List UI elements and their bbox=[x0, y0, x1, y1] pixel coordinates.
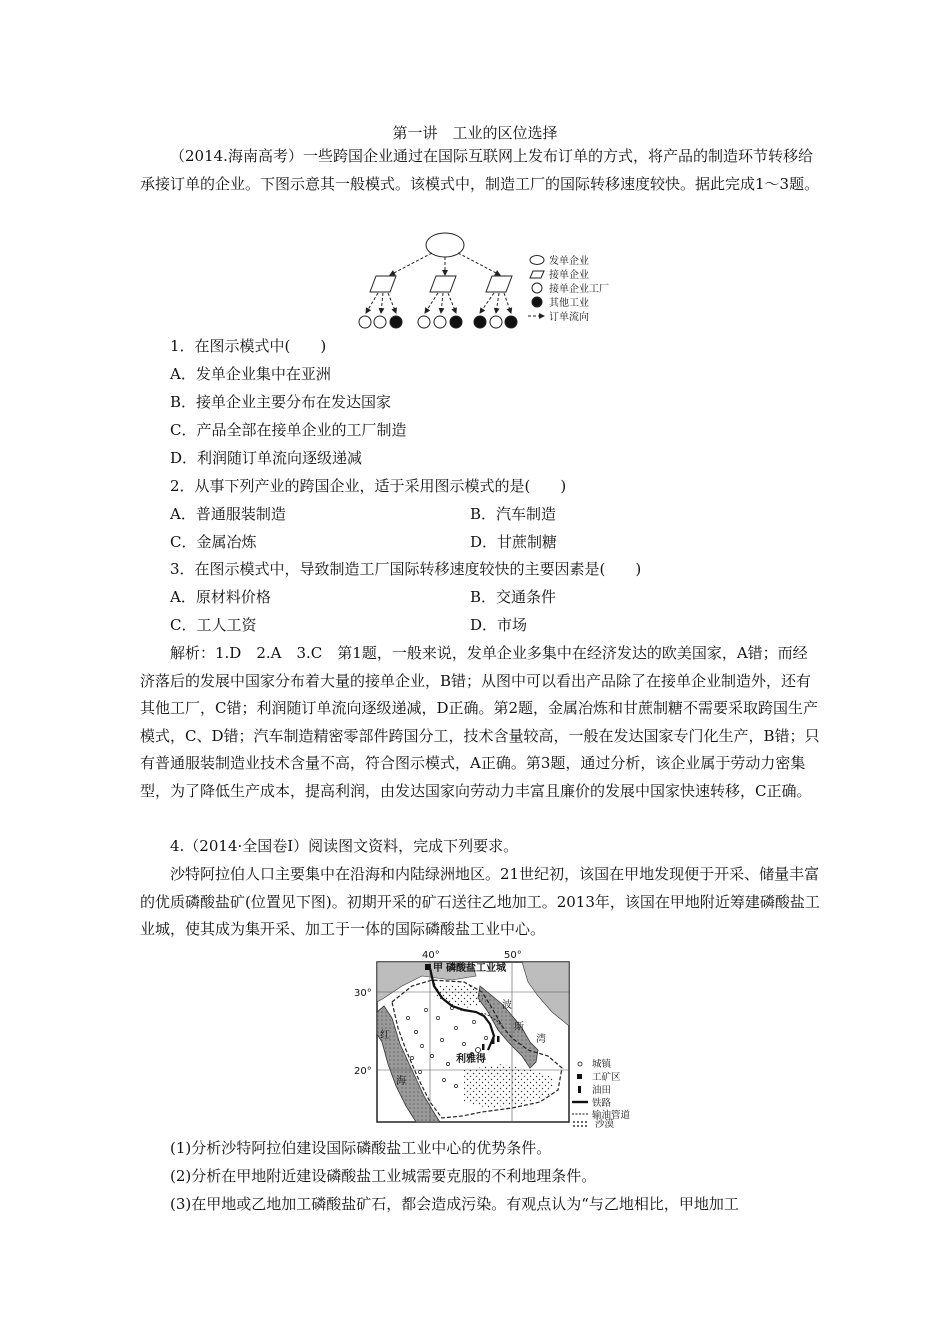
q2-stem: 2．从事下列产业的跨国企业，适于采用图示模式的是( ) bbox=[170, 477, 567, 495]
map-legend-town: 城镇 bbox=[592, 1059, 612, 1070]
q3-option-b: B．交通条件 bbox=[470, 588, 557, 606]
receiver-parallelogram bbox=[486, 276, 512, 292]
analysis-paragraph: 解析：1.D 2.A 3.C 第1题，一般来说，发单企业多集中在经济发达的欧美国家，A错；而经济落后的发展中国家分布着大量的接单企业，B错；从图中可以看出产品除了在接单企业制造外，还有其他工厂，C错；利润随订单流向逐级递减，D正确。第2题，金属冶炼和甘蔗制糖不需要采取跨国生产模式，C、D错；汽车制造精密零部件跨国分工，技术含量较高，一般在发达国家专门化生产，B错；只有普通服装制造业技术含量不高，符合图示模式，A正确。第3题，通过分析，该企业属于劳动力密集型，为了降低生产成本，提高利润，由发达国家向劳动力丰富且廉价的发展中国家快速转移，C正确。 bbox=[140, 644, 820, 800]
saudi-arabia-map bbox=[352, 946, 642, 1123]
legend-other: 其他工业 bbox=[549, 298, 589, 309]
factory-circle bbox=[490, 316, 502, 328]
legend-receiver: 接单企业 bbox=[549, 270, 589, 281]
map-legend-desert: 沙漠 bbox=[595, 1119, 615, 1130]
factory-circle bbox=[374, 316, 386, 328]
q2-option-c: C．金属冶炼 bbox=[170, 533, 257, 551]
q2-option-d: D．甘蔗制糖 bbox=[470, 533, 558, 551]
lon-50-label: 50° bbox=[504, 950, 522, 961]
legend-issuer: 发单企业 bbox=[549, 256, 589, 267]
lat-30-label: 30° bbox=[354, 988, 372, 999]
q1-stem: 1．在图示模式中( ) bbox=[170, 337, 327, 355]
sub-question-3: (3)在甲地或乙地加工磷酸盐矿石，都会造成污染。有观点认为“与乙地相比，甲地加工 bbox=[170, 1195, 739, 1213]
sub-question-1: (1)分析沙特阿拉伯建设国际磷酸盐工业中心的优势条件。 bbox=[170, 1139, 552, 1157]
jia-label: 甲 bbox=[433, 963, 443, 974]
other-industry-circle bbox=[474, 316, 486, 328]
desert-swatch bbox=[572, 1120, 588, 1129]
map-legend-desert-row bbox=[572, 1118, 614, 1132]
red-sea-label-1: 红 bbox=[380, 1030, 390, 1041]
lon-40-label: 40° bbox=[422, 950, 440, 961]
map-legend-oil: 油田 bbox=[592, 1085, 612, 1096]
q1-option-d: D．利润随订单流向逐级递减 bbox=[170, 449, 363, 467]
gulf-label-wan: 湾 bbox=[536, 1034, 546, 1045]
q1-option-a: A．发单企业集中在亚洲 bbox=[170, 365, 331, 383]
legend-flow: 订单流向 bbox=[549, 312, 589, 323]
other-industry-circle bbox=[450, 316, 462, 328]
receiver-parallelogram bbox=[430, 276, 456, 292]
q2-option-b: B．汽车制造 bbox=[470, 505, 557, 523]
q3-stem: 3．在图示模式中，导致制造工厂国际转移速度较快的主要因素是( ) bbox=[170, 560, 642, 578]
legend-factory: 接单企业工厂 bbox=[549, 284, 609, 295]
factory-circle bbox=[418, 316, 430, 328]
intro-paragraph: （2014.海南高考）一些跨国企业通过在国际互联网上发布订单的方式，将产品的制造环节转移给承接订单的企业。下图示意其一般模式。该模式中，制造工厂的国际转移速度较快。据此完成1～3题。 bbox=[140, 147, 820, 193]
map-legend-rail: 铁路 bbox=[592, 1098, 612, 1109]
q1-option-b: B．接单企业主要分布在发达国家 bbox=[170, 393, 392, 411]
sub-question-2: (2)分析在甲地附近建设磷酸盐工业城需要克服的不利地理条件。 bbox=[170, 1167, 597, 1185]
other-industry-circle bbox=[390, 316, 402, 328]
q3-option-a: A．原材料价格 bbox=[170, 588, 271, 606]
factory-circle bbox=[359, 316, 371, 328]
receiver-parallelogram bbox=[370, 276, 396, 292]
map-legend-mine: 工矿区 bbox=[592, 1072, 621, 1083]
q3-option-c: C．工人工资 bbox=[170, 616, 257, 634]
mine-marker bbox=[425, 964, 431, 970]
factory-circle bbox=[434, 316, 446, 328]
q3-option-d: D．市场 bbox=[470, 616, 528, 634]
red-sea-label-2: 海 bbox=[396, 1076, 406, 1087]
q4-heading: 4.（2014·全国卷Ⅰ）阅读图文资料，完成下列要求。 bbox=[170, 837, 519, 855]
page-title: 第一讲 工业的区位选择 bbox=[392, 124, 558, 142]
lat-20-label: 20° bbox=[354, 1066, 372, 1077]
gulf-label-si: 斯 bbox=[514, 1022, 524, 1033]
phosphate-city-label: 磷酸盐工业城 bbox=[446, 963, 506, 974]
map-legend-pipe: 输油管道 bbox=[592, 1110, 631, 1121]
gulf-label-bo: 波 bbox=[502, 1000, 512, 1011]
q2-option-a: A．普通服装制造 bbox=[170, 505, 286, 523]
q4-material: 沙特阿拉伯人口主要集中在沿海和内陆绿洲地区。21世纪初，该国在甲地发现便于开采、储量丰富的优质磷酸盐矿(位置见下图)。初期开采的矿石送往乙地加工。2013年，该国在甲地附近筹建磷酸盐工业城，使其成为集开采、加工于一体的国际磷酸盐工业中心。 bbox=[140, 865, 820, 938]
other-industry-circle bbox=[505, 316, 517, 328]
riyadh-label: 利雅得 bbox=[456, 1054, 486, 1065]
order-model-diagram bbox=[350, 228, 640, 332]
q1-option-c: C．产品全部在接单企业的工厂制造 bbox=[170, 421, 407, 439]
